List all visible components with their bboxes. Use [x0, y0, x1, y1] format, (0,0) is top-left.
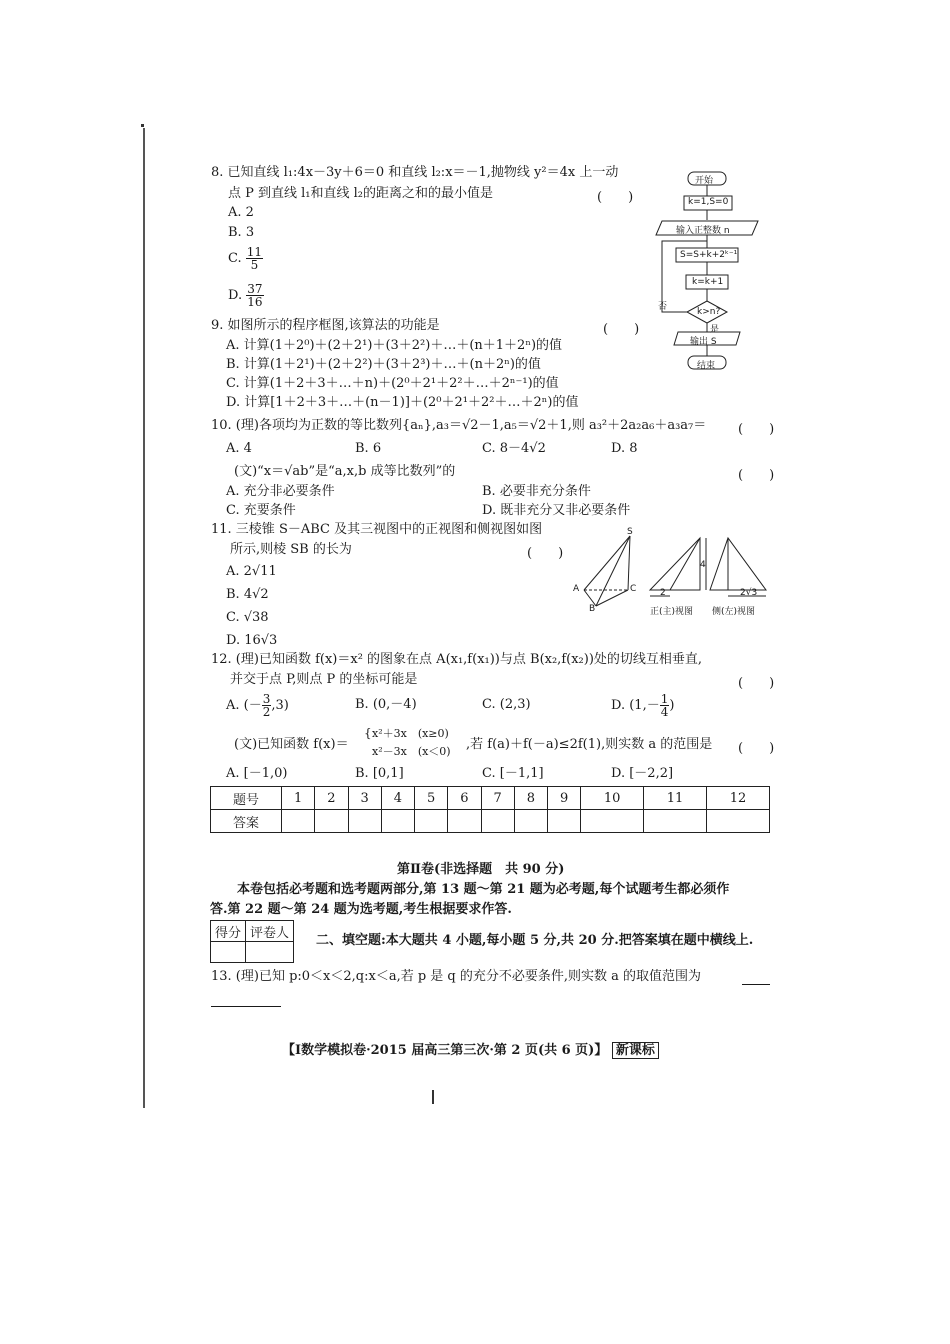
q12-wen-brace: {: [364, 726, 372, 740]
q12-option-d-fraction: [660, 693, 670, 718]
scan-mark: [141, 124, 144, 127]
answer-cell[interactable]: [315, 810, 348, 833]
answer-table-answer-row: [211, 810, 770, 833]
q12-option-b: B. (0,－4): [355, 697, 417, 712]
q12-wen-answer-paren: ( ): [738, 741, 775, 756]
q9-answer-paren: ( ): [603, 322, 640, 337]
answer-table-number: 3: [348, 787, 381, 810]
grader-cell[interactable]: [246, 942, 294, 963]
curriculum-badge: 新课标: [612, 1042, 659, 1059]
answer-table: [210, 786, 770, 833]
q11-option-c: C. √38: [226, 610, 269, 625]
edge-sb: [596, 536, 630, 606]
flowchart-output-label: 输出 S: [690, 337, 717, 347]
score-cell[interactable]: [211, 942, 246, 963]
answer-cell[interactable]: [581, 810, 644, 833]
q12-stem-line1: 12. (理)已知函数 f(x)＝x² 的图象在点 A(x₁,f(x₁))与点 B(x₂,f(x₂))处的切线互相垂直,: [211, 652, 703, 667]
answer-cell[interactable]: [282, 810, 315, 833]
score-box: [210, 920, 294, 963]
q8-option-a: A. 2: [228, 205, 254, 220]
flowchart-input-label: 输入正整数 n: [676, 226, 730, 236]
q12-option-a-fraction: [262, 693, 272, 718]
q8-option-d-fraction: [246, 283, 263, 308]
flowchart-start-label: 开始: [695, 176, 714, 186]
q11-stem-line1: 11. 三棱锥 S－ABC 及其三视图中的正视图和侧视图如图: [211, 522, 543, 537]
q10-wen-option-a: A. 充分非必要条件: [226, 484, 335, 499]
edge-sa: [584, 536, 630, 590]
q11-side-view-caption: 侧(左)视图: [712, 607, 756, 617]
answer-table-number: 2: [315, 787, 348, 810]
answer-table-number: 11: [644, 787, 707, 810]
answer-table-number: 6: [448, 787, 481, 810]
edge-sc: [628, 536, 630, 590]
q8-option-c-label: C.: [228, 251, 242, 266]
q12-option-d-suffix: ): [669, 698, 675, 713]
answer-cell[interactable]: [644, 810, 707, 833]
q8-option-d-denominator: 16: [247, 295, 263, 309]
q13-answer-blank[interactable]: [211, 1006, 281, 1007]
q11-label-side-width: 2√3: [740, 588, 758, 598]
q10-answer-paren: ( ): [738, 422, 775, 437]
q11-front-view-caption: 正(主)视图: [650, 607, 694, 617]
answer-cell[interactable]: [448, 810, 481, 833]
q12-wen-option-c: C. [－1,1]: [482, 766, 544, 781]
q8-option-c: [228, 246, 263, 271]
q11-label-height: 4: [700, 560, 706, 570]
flowchart-init-label: k=1,S=0: [688, 197, 729, 207]
q8-option-b: B. 3: [228, 225, 255, 240]
answer-cell[interactable]: [707, 810, 770, 833]
q12-answer-paren: ( ): [738, 676, 775, 691]
q13-stem: 13. (理)已知 p:0＜x＜2,q:x＜a,若 p 是 q 的充分不必要条件,则实数 a 的取值范围为: [211, 969, 702, 984]
q12-wen-option-b: B. [0,1]: [355, 766, 404, 781]
answer-cell[interactable]: [381, 810, 414, 833]
q11-label-front-width: 2: [660, 588, 666, 598]
flowchart-sum-label: S=S+k+2ᵏ⁻¹: [680, 250, 738, 260]
answer-cell[interactable]: [514, 810, 547, 833]
answer-table-number: 4: [381, 787, 414, 810]
q12-option-a-suffix: ,3): [271, 698, 289, 713]
answer-table-number: 9: [548, 787, 581, 810]
q11-answer-paren: ( ): [527, 546, 564, 561]
q8-option-c-denominator: 5: [250, 258, 259, 272]
q12-option-a: [226, 693, 289, 718]
part2-intro-line1: 本卷包括必考题和选考题两部分,第 13 题～第 21 题为必考题,每个试题考生都必须作: [237, 882, 730, 897]
q8-option-c-numerator: 11: [246, 245, 263, 259]
q10-wen-stem: (文)“x＝√ab”是“a,x,b 成等比数列”的: [234, 464, 456, 479]
flowchart-end-label: 结束: [697, 361, 716, 371]
flowchart-increment-label: k=k+1: [692, 277, 724, 287]
side-view-outline: [710, 538, 766, 590]
q8-option-d-numerator: 37: [247, 282, 263, 296]
answer-table-number: 10: [581, 787, 644, 810]
answer-table-number-row: [211, 787, 770, 810]
q8-answer-paren: ( ): [597, 190, 634, 205]
answer-table-number: 8: [514, 787, 547, 810]
q9-stem: 9. 如图所示的程序框图,该算法的功能是: [211, 318, 440, 333]
q10-stem: 10. (理)各项均为正数的等比数列{aₙ},a₃＝√2－1,a₅＝√2＋1,则 a₃²＋2a₂a₆＋a₃a₇＝: [211, 418, 707, 433]
answer-table-number: 7: [481, 787, 514, 810]
q12-wen-suffix: ,若 f(a)＋f(－a)≤2f(1),则实数 a 的范围是: [466, 737, 713, 752]
q12-option-a-prefix: A. (－: [226, 698, 262, 713]
q11-label-b: B: [589, 604, 596, 614]
q10-option-a: A. 4: [226, 441, 252, 456]
q8-option-d: [228, 283, 264, 308]
q8-stem-line2: 点 P 到直线 l₁和直线 l₂的距离之和的最小值是: [228, 186, 494, 201]
q9-option-a: A. 计算(1＋2⁰)＋(2＋2¹)＋(3＋2²)＋…＋(n＋1＋2ⁿ)的值: [226, 338, 563, 353]
answer-table-number: 12: [707, 787, 770, 810]
answer-table-number-label: 题号: [211, 787, 282, 810]
q12-option-a-numerator: 3: [262, 692, 271, 706]
q8-option-c-fraction: [246, 246, 263, 271]
q9-option-d: D. 计算[1＋2＋3＋…＋(n－1)]＋(2⁰＋2¹＋2²＋…＋2ⁿ)的值: [226, 395, 579, 410]
q10-option-d: D. 8: [611, 441, 638, 456]
q12-option-d: [611, 693, 674, 718]
answer-table-answer-label: 答案: [211, 810, 282, 833]
q10-wen-option-c: C. 充要条件: [226, 503, 296, 518]
q12-option-d-numerator: 1: [660, 692, 669, 706]
answer-cell[interactable]: [481, 810, 514, 833]
q10-option-b: B. 6: [355, 441, 382, 456]
q12-stem-line2: 并交于点 P,则点 P 的坐标可能是: [230, 672, 418, 687]
q11-stem-line2: 所示,则棱 SB 的长为: [230, 542, 352, 557]
q12-wen-prefix: (文)已知函数 f(x)＝: [234, 737, 349, 752]
q11-label-a: A: [573, 584, 580, 594]
q11-label-c: C: [630, 584, 637, 594]
flowchart-condition-label: k>n?: [697, 307, 721, 317]
q10-wen-answer-paren: ( ): [738, 468, 775, 483]
page-footer: [282, 1043, 659, 1059]
q13-answer-blank-end[interactable]: [742, 984, 770, 985]
q12-wen-case1: x²＋3x (x≥0): [372, 727, 449, 740]
q9-option-b: B. 计算(1＋2¹)＋(2＋2²)＋(3＋2³)＋…＋(n＋2ⁿ)的值: [226, 357, 541, 372]
q11-option-a: A. 2√11: [226, 564, 277, 579]
flowchart-yes-label: 是: [710, 325, 720, 335]
part2-title: 第Ⅱ卷(非选择题 共 90 分): [397, 862, 565, 877]
q11-option-b: B. 4√2: [226, 587, 269, 602]
q12-option-a-denominator: 2: [262, 705, 271, 719]
answer-cell[interactable]: [548, 810, 581, 833]
grader-label: 评卷人: [246, 921, 294, 942]
page-footer-text: 【Ⅰ数学模拟卷·2015 届高三第三次·第 2 页(共 6 页)】: [282, 1043, 608, 1058]
q11-option-d: D. 16√3: [226, 633, 278, 648]
q8-stem-line1: 8. 已知直线 l₁:4x－3y＋6＝0 和直线 l₂:x＝－1,抛物线 y²＝4x 上一动: [211, 165, 619, 180]
answer-cell[interactable]: [415, 810, 448, 833]
answer-table-number: 5: [415, 787, 448, 810]
fill-blank-section-title: 二、填空题:本大题共 4 小题,每小题 5 分,共 20 分.把答案填在题中横线上.: [316, 933, 754, 948]
scan-mark-bottom: [432, 1090, 434, 1104]
answer-cell[interactable]: [348, 810, 381, 833]
q8-option-d-label: D.: [228, 288, 243, 303]
edge-bc: [596, 590, 628, 606]
flowchart-no-label: 否: [658, 302, 668, 312]
part2-intro-line2: 答.第 22 题～第 24 题为选考题,考生根据要求作答.: [210, 902, 512, 917]
answer-table-number: 1: [282, 787, 315, 810]
q12-option-d-prefix: D. (1,－: [611, 698, 660, 713]
q11-label-s: S: [627, 527, 633, 537]
q12-option-d-denominator: 4: [660, 705, 669, 719]
q12-option-c: C. (2,3): [482, 697, 531, 712]
q12-wen-option-a: A. [－1,0): [226, 766, 288, 781]
score-label: 得分: [211, 921, 246, 942]
q10-option-c: C. 8－4√2: [482, 441, 546, 456]
q9-option-c: C. 计算(1＋2＋3＋…＋n)＋(2⁰＋2¹＋2²＋…＋2ⁿ⁻¹)的值: [226, 376, 559, 391]
q12-wen-case2: x²－3x (x＜0): [372, 745, 451, 758]
q10-wen-option-b: B. 必要非充分条件: [482, 484, 591, 499]
q10-wen-option-d: D. 既非充分又非必要条件: [482, 503, 631, 518]
q12-wen-option-d: D. [－2,2]: [611, 766, 674, 781]
scan-edge: [143, 128, 145, 1108]
